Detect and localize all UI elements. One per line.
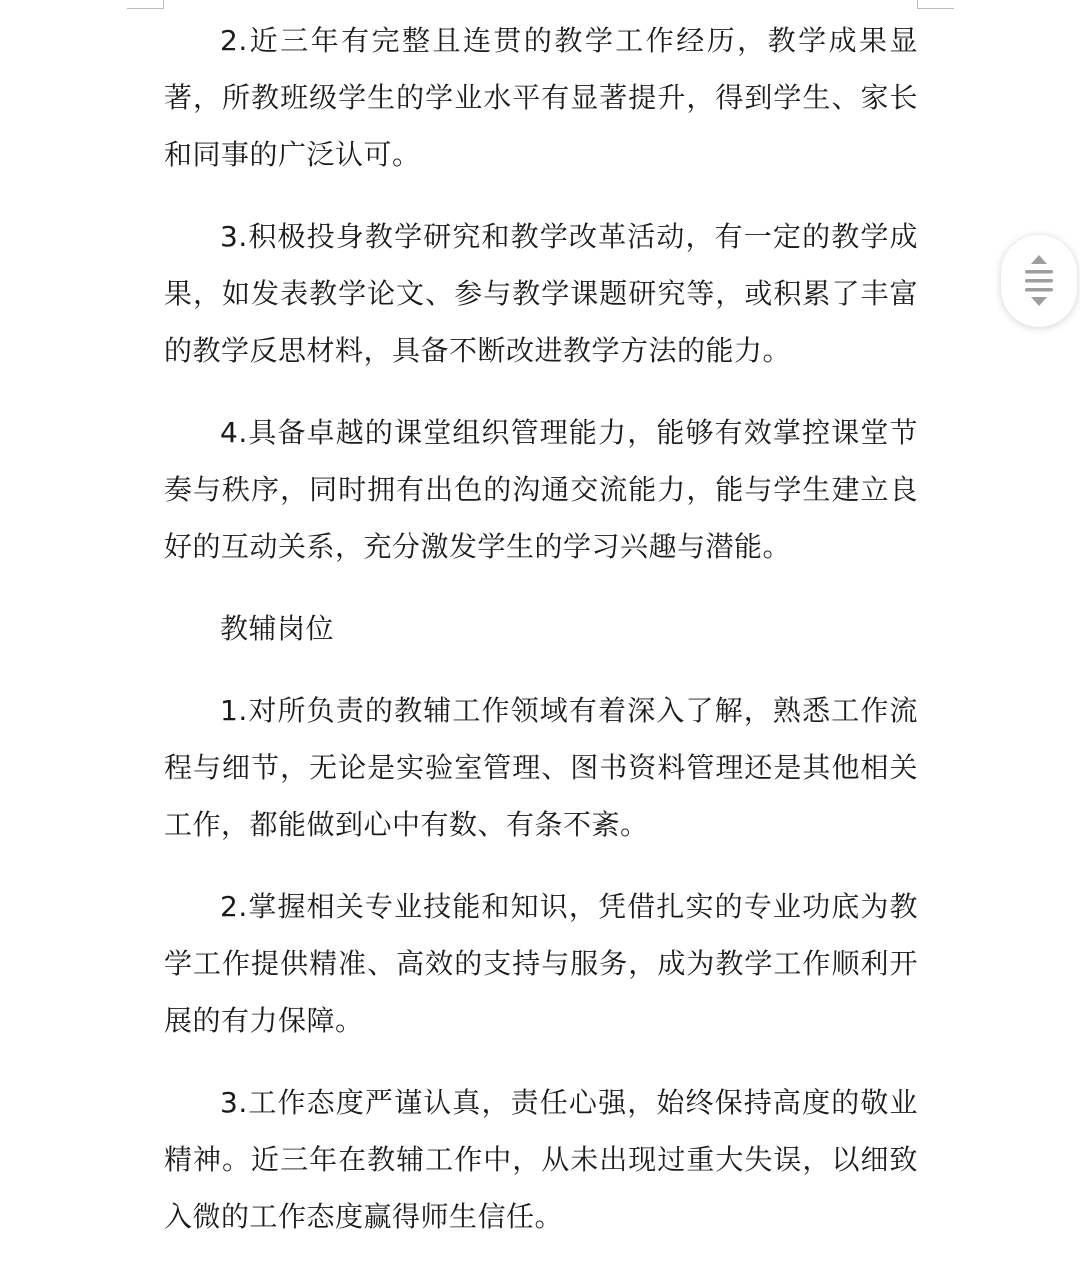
page-corner-mark-left bbox=[127, 0, 164, 9]
paragraph-teaching-3: 3.积极投身教学研究和教学改革活动，有一定的教学成果，如发表教学论文、参与教学课题研究等，或积累了丰富的教学反思材料，具备不断改进教学方法的能力。 bbox=[164, 220, 918, 367]
document-body bbox=[164, 12, 918, 1270]
paragraph-teaching-4: 4.具备卓越的课堂组织管理能力，能够有效掌控课堂节奏与秩序，同时拥有出色的沟通交流能力，能与学生建立良好的互动关系，充分激发学生的学习兴趣与潜能。 bbox=[164, 416, 918, 563]
paragraph-teaching-2: 2.近三年有完整且连贯的教学工作经历，教学成果显著，所教班级学生的学业水平有显著提升，得到学生、家长和同事的广泛认可。 bbox=[164, 24, 918, 171]
scroll-handle-button[interactable] bbox=[1001, 235, 1077, 327]
paragraph-auxiliary-1: 1.对所负责的教辅工作领域有着深入了解，熟悉工作流程与细节，无论是实验室管理、图书资料管理还是其他相关工作，都能做到心中有数、有条不紊。 bbox=[164, 694, 918, 841]
section-heading-auxiliary: 教辅岗位 bbox=[220, 612, 335, 645]
scroll-handle-icon bbox=[1021, 253, 1057, 309]
paragraph-auxiliary-3: 3.工作态度严谨认真，责任心强，始终保持高度的敬业精神。近三年在教辅工作中，从未出现过重大失误，以细致入微的工作态度赢得师生信任。 bbox=[164, 1086, 918, 1233]
paragraph-auxiliary-2: 2.掌握相关专业技能和知识，凭借扎实的专业功底为教学工作提供精准、高效的支持与服务，成为教学工作顺利开展的有力保障。 bbox=[164, 890, 918, 1037]
page-corner-mark-right bbox=[917, 0, 954, 9]
